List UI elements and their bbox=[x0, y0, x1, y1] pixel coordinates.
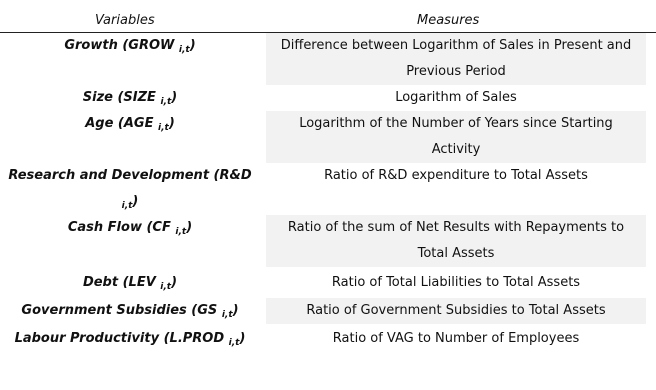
measure-cell: Ratio of VAG to Number of Employees bbox=[332, 331, 580, 346]
measure-cell: Difference between Logarithm of Sales in Present and Previous Period bbox=[266, 33, 646, 85]
variable-cell: Debt (LEV $_{i,t}$) bbox=[82, 275, 178, 292]
header-variables: Variables bbox=[95, 13, 155, 28]
table-row bbox=[0, 270, 656, 296]
table-row bbox=[0, 111, 656, 163]
table-row bbox=[0, 85, 656, 111]
variable-cell: Cash Flow (CF $_{i,t}$) bbox=[67, 220, 193, 237]
measure-cell: Ratio of the sum of Net Results with Repayments to Total Assets bbox=[266, 215, 646, 267]
variable-cell: Research and Development (R&D $_{i,t}$) bbox=[8, 168, 252, 211]
header-measures: Measures bbox=[417, 13, 480, 28]
measure-cell: Ratio of Government Subsidies to Total Assets bbox=[266, 298, 646, 324]
table-row bbox=[0, 215, 656, 267]
measure-cell: Ratio of R&D expenditure to Total Assets bbox=[324, 168, 588, 183]
table-row bbox=[0, 326, 656, 352]
variable-cell: Labour Productivity (L.PROD $_{i,t}$) bbox=[14, 331, 246, 348]
table-row bbox=[0, 298, 656, 324]
variable-cell: Age (AGE $_{i,t}$) bbox=[85, 116, 175, 133]
measure-cell: Logarithm of the Number of Years since Starting Activity bbox=[266, 111, 646, 163]
variable-cell: Growth (GROW $_{i,t}$) bbox=[64, 38, 196, 55]
variable-cell: Government Subsidies (GS $_{i,t}$) bbox=[21, 303, 239, 320]
measure-cell: Ratio of Total Liabilities to Total Assets bbox=[331, 275, 581, 290]
table-row bbox=[0, 33, 656, 85]
measure-cell: Logarithm of Sales bbox=[395, 90, 517, 105]
table-row bbox=[0, 163, 656, 215]
variable-cell: Size (SIZE $_{i,t}$) bbox=[82, 90, 178, 107]
table-header bbox=[0, 13, 656, 33]
